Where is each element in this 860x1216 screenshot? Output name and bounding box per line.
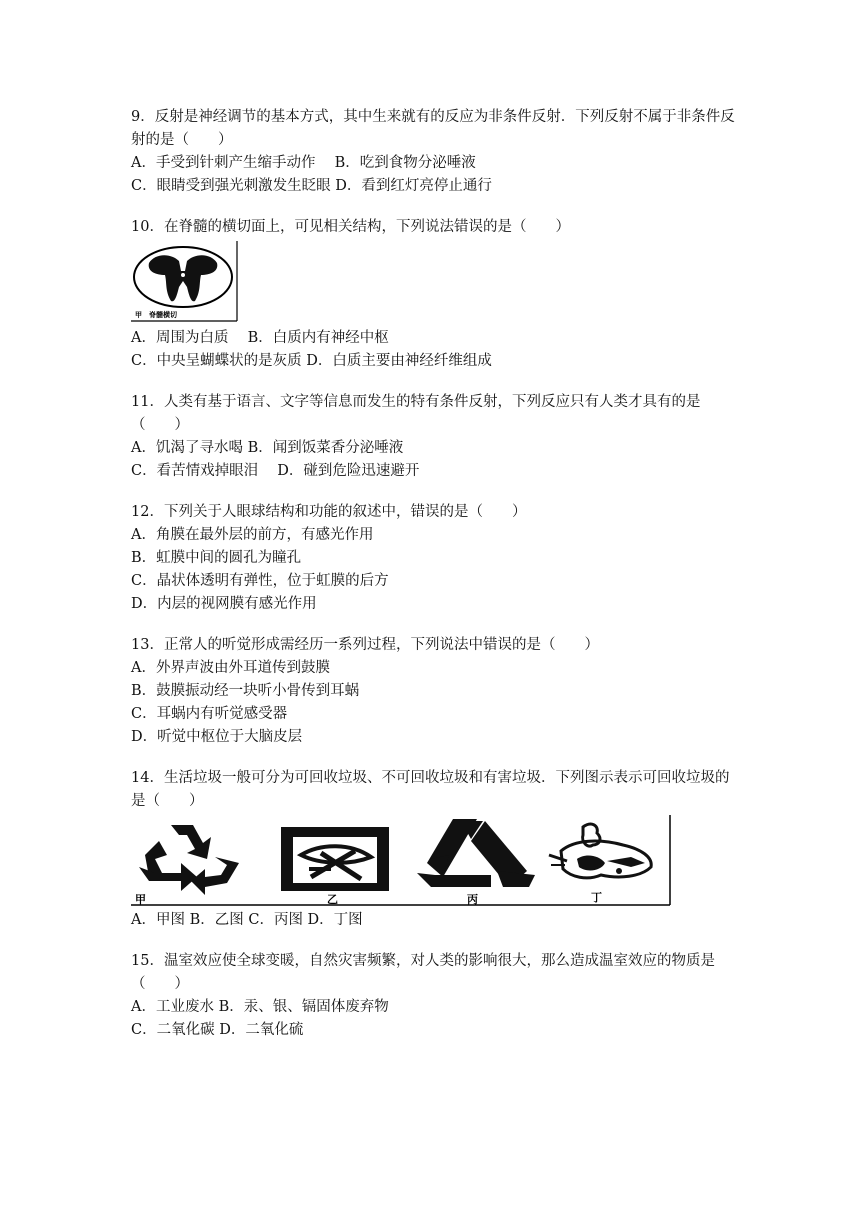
option-line: C．晶状体透明有弹性，位于虹膜的后方 xyxy=(131,573,389,589)
option-line: A．外界声波由外耳道传到鼓膜 xyxy=(131,660,330,676)
figure-caption: 甲 脊髓横切 xyxy=(135,310,177,319)
question-9 xyxy=(131,106,741,198)
option-line: A．饥渴了寻水喝 B．闻到饭菜香分泌唾液 xyxy=(131,440,404,456)
option-line: C．眼睛受到强光刺激发生眨眼 D．看到红灯亮停止通行 xyxy=(131,178,492,194)
question-stem: 13．正常人的听觉形成需经历一系列过程，下列说法中错误的是（ ） xyxy=(131,637,599,653)
question-stem: 15．温室效应使全球变暖，自然灾害频繁，对人类的影响很大，那么造成温室效应的物质是（ ） xyxy=(131,953,715,992)
question-12 xyxy=(131,501,741,616)
option-line: C．看苦情戏掉眼泪 D．碰到危险迅速避开 xyxy=(131,463,420,479)
option-line: A．手受到针刺产生缩手动作 B．吃到食物分泌唾液 xyxy=(131,155,476,171)
question-stem: 12．下列关于人眼球结构和功能的叙述中，错误的是（ ） xyxy=(131,504,527,520)
question-15 xyxy=(131,950,741,1042)
crossed-bin-icon xyxy=(281,827,389,891)
waste-symbols-figure xyxy=(131,815,673,907)
central-canal xyxy=(181,273,185,277)
spinal-cord-cross-section-figure xyxy=(131,241,239,323)
question-stem: 14．生活垃圾一般可分为可回收垃圾、不可回收垃圾和有害垃圾．下列图示表示可回收垃圾的是（ ） xyxy=(131,770,730,809)
option-line: D．内层的视网膜有感光作用 xyxy=(131,596,317,612)
figure-label-jia: 甲 xyxy=(135,893,146,906)
option-line: B．虹膜中间的圆孔为瞳孔 xyxy=(131,550,302,566)
option-line: A．工业废水 B．汞、银、镉固体废弃物 xyxy=(131,999,389,1015)
recycle-icon xyxy=(139,825,239,895)
figure-label-bing: 丙 xyxy=(467,893,478,906)
option-line: C．中央呈蝴蝶状的是灰质 D．白质主要由神经纤维组成 xyxy=(131,353,492,369)
question-stem: 11．人类有基于语言、文字等信息而发生的特有条件反射，下列反应只有人类才具有的是（ ） xyxy=(131,394,701,433)
option-line: B．鼓膜振动经一块听小骨传到耳蜗 xyxy=(131,683,360,699)
figure-label-yi: 乙 xyxy=(327,893,338,906)
question-stem: 9．反射是神经调节的基本方式，其中生来就有的反应为非条件反射．下列反射不属于非条件反射的是（ ） xyxy=(131,109,735,148)
question-13 xyxy=(131,634,741,749)
option-line: A．周围为白质 B．白质内有神经中枢 xyxy=(131,330,389,346)
hazardous-waste-icon xyxy=(549,824,651,878)
exam-page xyxy=(131,106,741,1060)
triangle-arrows-icon xyxy=(417,819,535,887)
figure-label-ding: 丁 xyxy=(591,891,602,904)
question-10 xyxy=(131,216,741,373)
question-14 xyxy=(131,767,741,932)
option-line: D．听觉中枢位于大脑皮层 xyxy=(131,729,303,745)
question-stem: 10．在脊髓的横切面上，可见相关结构，下列说法错误的是（ ） xyxy=(131,219,570,235)
question-11 xyxy=(131,391,741,483)
option-line: C．耳蜗内有听觉感受器 xyxy=(131,706,288,722)
option-line: A．甲图 B．乙图 C．丙图 D．丁图 xyxy=(131,912,363,928)
option-line: A．角膜在最外层的前方，有感光作用 xyxy=(131,527,374,543)
option-line: C．二氧化碳 D．二氧化硫 xyxy=(131,1022,304,1038)
